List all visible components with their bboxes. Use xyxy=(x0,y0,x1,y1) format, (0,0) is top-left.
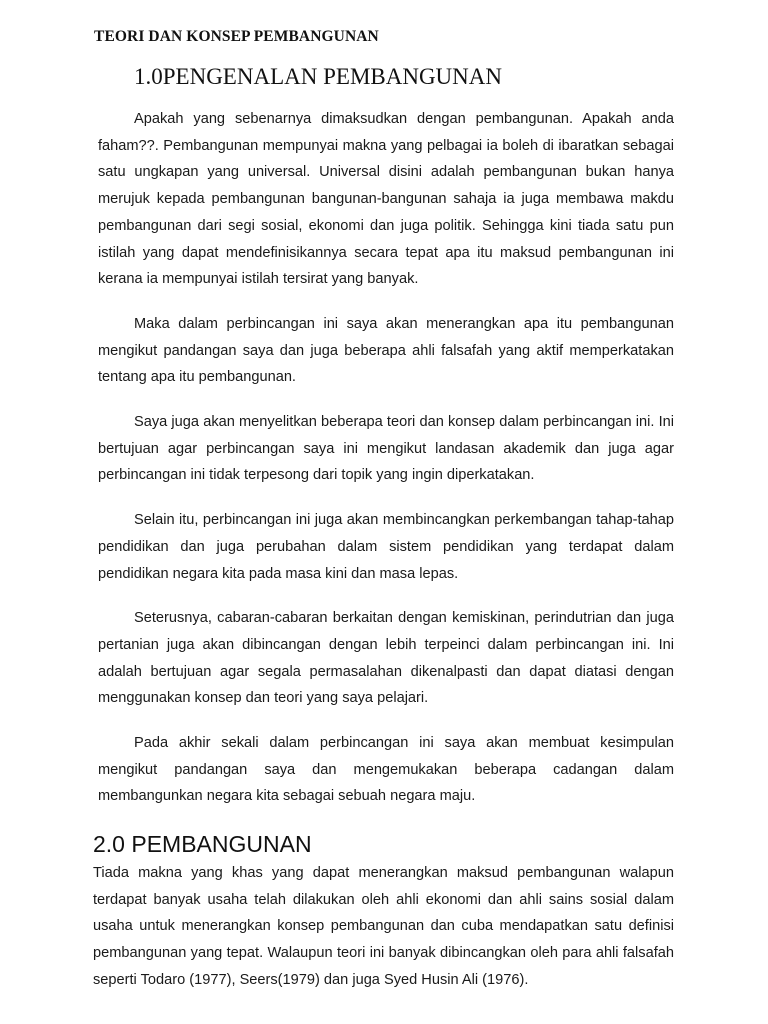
paragraph: Saya juga akan menyelitkan beberapa teori dan konsep dalam perbincangan ini. Ini bertujuan agar perbincangan saya ini mengikut landasan akademik dan juga agar perbincangan ini tidak terpesong dari topik yang ingin diperkatakan. xyxy=(98,414,674,484)
section-2-body xyxy=(93,860,674,994)
document-title: TEORI DAN KONSEP PEMBANGUNAN xyxy=(94,28,379,45)
paragraph: Selain itu, perbincangan ini juga akan membincangkan perkembangan tahap-tahap pendidikan dan juga perubahan dalam sistem pendidikan yang terdapat dalam pendidikan negara kita pada masa kini dan masa lepas. xyxy=(98,512,674,582)
paragraph: Tiada makna yang khas yang dapat menerangkan maksud pembangunan walapun terdapat banyak usaha telah dilakukan oleh ahli ekonomi dan ahli sains sosial dalam usaha untuk menerangkan konsep pembangunan dan cuba mendapatkan satu definisi pembangunan yang tepat. Walaupun teori ini banyak dibincangkan oleh para ahli falsafah seperti Todaro (1977), Seers(1979) dan juga Syed Husin Ali (1976). xyxy=(93,865,674,988)
paragraph: Pada akhir sekali dalam perbincangan ini saya akan membuat kesimpulan mengikut pandangan saya dan mengemukakan beberapa cadangan dalam membangunkan negara kita sebagai sebuah negara maju. xyxy=(98,735,674,805)
paragraph: Maka dalam perbincangan ini saya akan menerangkan apa itu pembangunan mengikut pandangan saya dan juga beberapa ahli falsafah yang aktif memperkatakan tentang apa itu pembangunan. xyxy=(98,315,674,386)
section-1-body xyxy=(98,106,674,828)
paragraph: Apakah yang sebenarnya dimaksudkan dengan pembangunan. Apakah anda faham??. Pembangunan mempunyai makna yang pelbagai ia boleh di ibaratkan sebagai satu ungkapan yang universal. Universal disini adalah pembangunan bukan hanya merujuk kepada pembangunan bangunan-bangunan sahaja ia juga membawa makdu pembangunan dari segi sosial, ekonomi dan juga politik. Sehingga kini tiada satu pun istilah yang dapat mendefinisikannya secara tepat apa itu maksud pembangunan ini kerana ia mempunyai istilah tersirat yang banyak. xyxy=(98,111,674,288)
section-2-heading: 2.0 PEMBANGUNAN xyxy=(93,831,312,857)
section-1-heading: 1.0PENGENALAN PEMBANGUNAN xyxy=(134,64,502,89)
paragraph: Seterusnya, cabaran-cabaran berkaitan dengan kemiskinan, perindutrian dan juga pertanian juga akan dibincangan dengan lebih terpeinci dalam perbincangan ini. Ini adalah bertujuan agar segala permasalahan dikenalpasti dan dapat diatasi dengan menggunakan konsep dan teori yang saya pelajari. xyxy=(98,610,674,707)
